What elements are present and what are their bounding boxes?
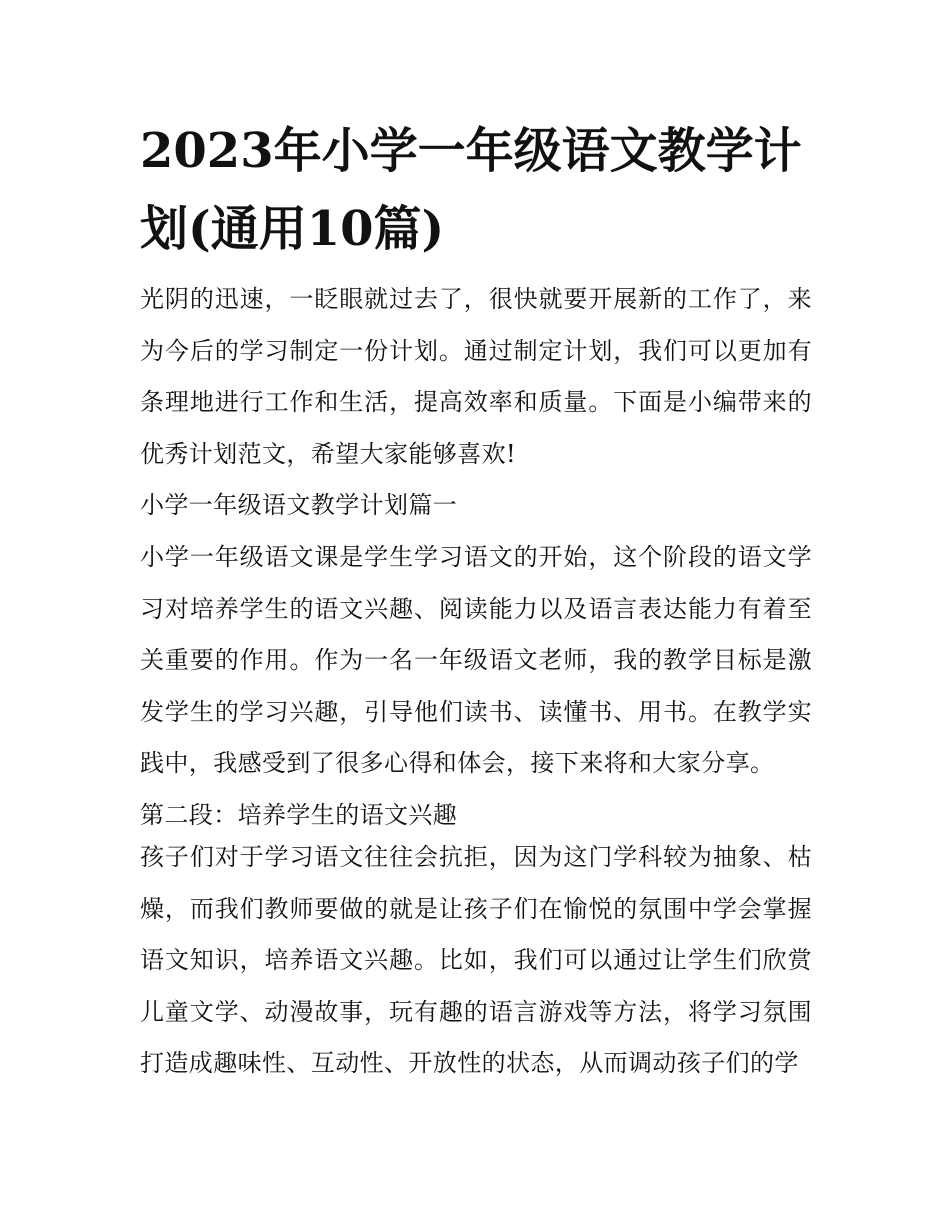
body-paragraph-2: 孩子们对于学习语文往往会抗拒，因为这门学科较为抽象、枯燥，而我们教师要做的就是让孩子们在愉悦的氛围中学会掌握语文知识，培养语文兴趣。比如，我们可以通过让学生们欣赏儿童文学、动漫故事，玩有趣的语言游戏等方法，将学习氛围打造成趣味性、互动性、开放性的状态，从而调动孩子们的学 (140, 843, 812, 1077)
document-title: 2023年小学一年级语文教学计划(通用10篇) (140, 123, 802, 257)
section-heading-2: 第二段：培养学生的语文兴趣 (140, 801, 458, 829)
intro-paragraph: 光阴的迅速，一眨眼就过去了，很快就要开展新的工作了，来为今后的学习制定一份计划。通过制定计划，我们可以更加有条理地进行工作和生活，提高效率和质量。下面是小编带来的优秀计划范文，希望大家能够喜欢! (140, 285, 812, 468)
body-paragraph-1: 小学一年级语文课是学生学习语文的开始，这个阶段的语文学习对培养学生的语文兴趣、阅读能力以及语言表达能力有着至关重要的作用。作为一名一年级语文老师，我的教学目标是激发学生的学习兴趣，引导他们读书、读懂书、用书。在教学实践中，我感受到了很多心得和体会，接下来将和大家分享。 (140, 543, 812, 777)
section-heading-1: 小学一年级语文教学计划篇一 (140, 491, 458, 519)
